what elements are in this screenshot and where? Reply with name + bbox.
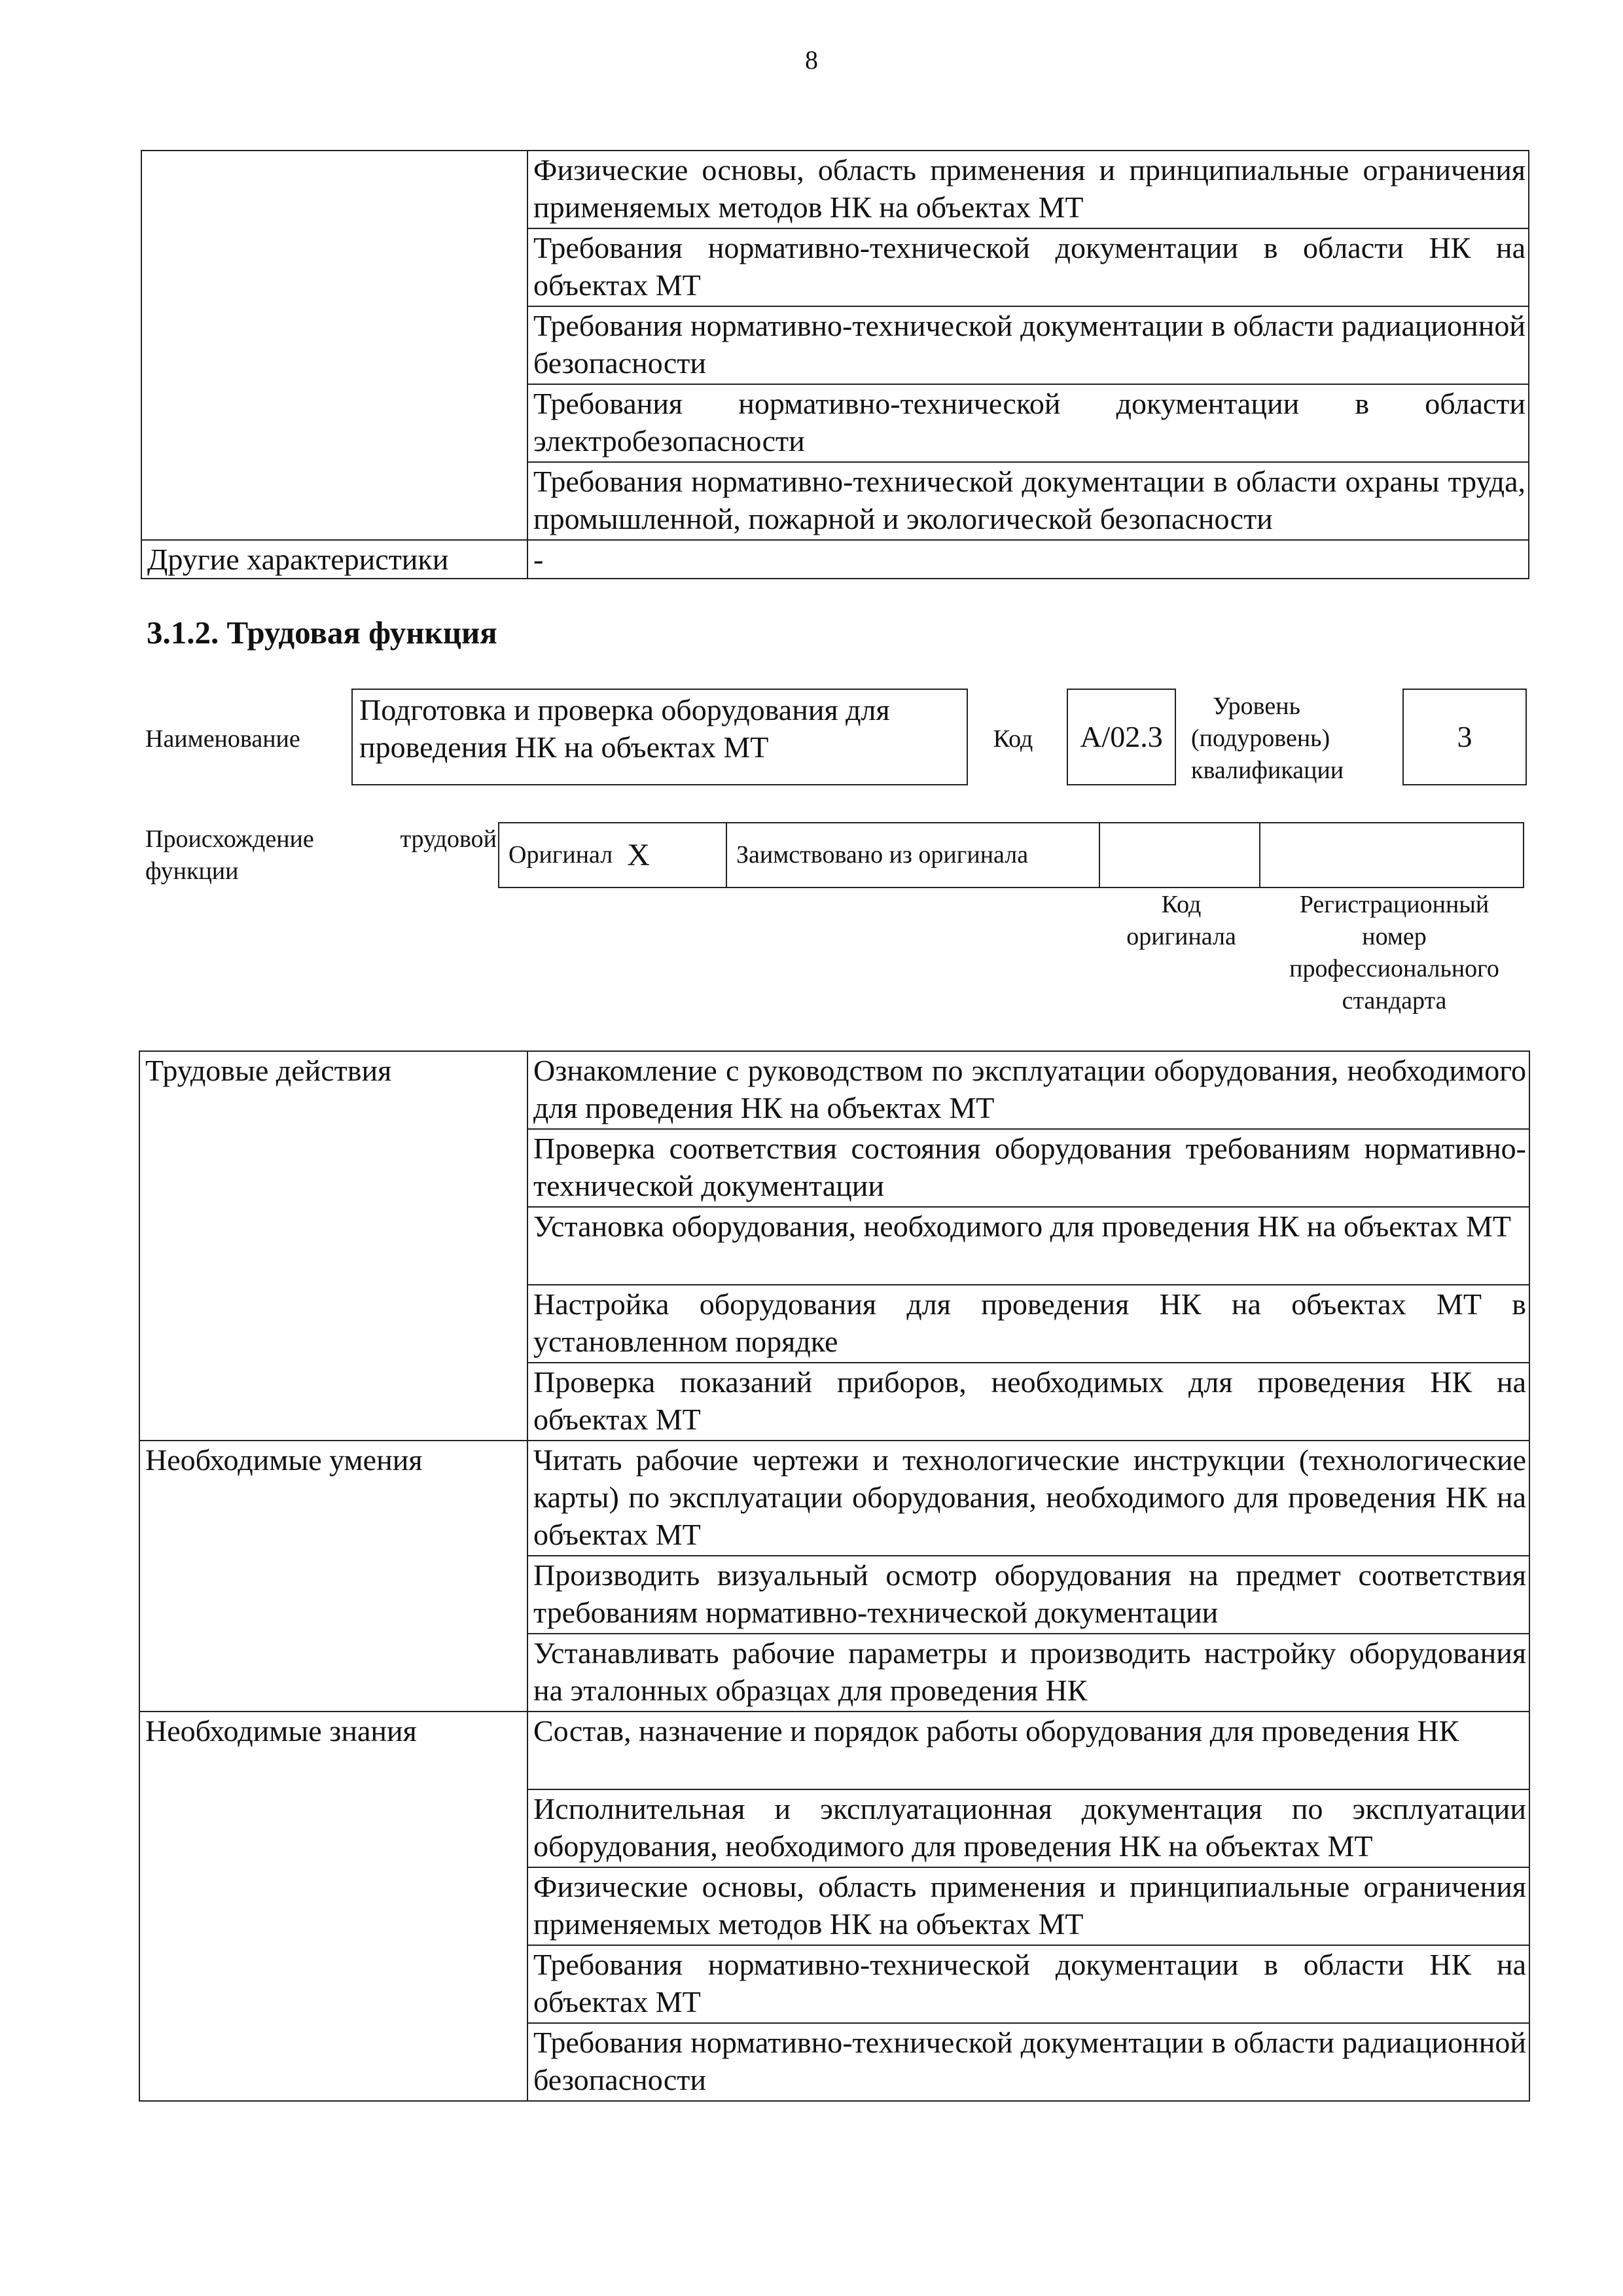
knowledge-item: Требования нормативно-технической документации в области НК на объектах МТ: [527, 228, 1529, 306]
caption-line: стандарта: [1342, 987, 1447, 1014]
original-code-caption: [1099, 889, 1263, 953]
name-label: Наименование: [145, 725, 300, 753]
origin-label-word: трудовой: [400, 825, 497, 853]
knowledge-item: Состав, назначение и порядок работы оборудования для проведения НК: [527, 1712, 1529, 1789]
knowledge-item: Требования нормативно-технической документации в области радиационной безопасности: [527, 306, 1529, 384]
origin-boxes: [499, 822, 1524, 888]
origin-label-word: Происхождение: [145, 825, 314, 853]
original-mark: X: [627, 838, 650, 872]
knowledge-item: Физические основы, область применения и принципиальные ограничения применяемых методов НК на объектах МТ: [527, 151, 1529, 228]
required-skills-label: Необходимые умения: [139, 1441, 527, 1712]
labor-action-item: Проверка соответствия состояния оборудования требованиям нормативно-технической документации: [527, 1129, 1529, 1207]
skill-item: Читать рабочие чертежи и технологические инструкции (технологические карты) по эксплуатации оборудования, необходимого для проведения НК на объектах МТ: [527, 1441, 1529, 1556]
level-label-line: квалификации: [1191, 757, 1344, 784]
qualification-level-label: [1191, 691, 1344, 787]
function-code-value: А/02.3: [1080, 720, 1163, 753]
registration-number-cell: [1259, 822, 1524, 888]
knowledge-table-continued: [141, 150, 1529, 579]
empty-label-cell: [141, 151, 527, 540]
labor-action-item: Проверка показаний приборов, необходимых для проведения НК на объектах МТ: [527, 1363, 1529, 1441]
borrowed-label: Заимствовано из оригинала: [736, 841, 1029, 869]
knowledge-item: Требования нормативно-технической документации в области НК на объектах МТ: [527, 1945, 1529, 2023]
labor-function-table: [139, 1050, 1530, 2102]
section-heading: 3.1.2. Трудовая функция: [147, 615, 497, 651]
original-cell: [498, 822, 727, 888]
origin-label-word: функции: [145, 857, 239, 885]
registration-number-caption: [1262, 889, 1527, 1017]
skill-item: Устанавливать рабочие параметры и производить настройку оборудования на эталонных образцах для проведения НК: [527, 1634, 1529, 1712]
original-code-cell: [1099, 822, 1260, 888]
caption-line: профессионального: [1289, 955, 1499, 982]
labor-action-item: Установка оборудования, необходимого для проведения НК на объектах МТ: [527, 1207, 1529, 1285]
function-name-value: Подготовка и проверка оборудования для проведения НК на объектах МТ: [359, 693, 890, 764]
required-knowledge-label: Необходимые знания: [139, 1712, 527, 2101]
caption-line: оригинала: [1126, 923, 1236, 950]
knowledge-item: Исполнительная и эксплуатационная документация по эксплуатации оборудования, необходимого для проведения НК на объектах МТ: [527, 1789, 1529, 1867]
caption-line: Регистрационный: [1299, 891, 1489, 918]
caption-line: номер: [1362, 923, 1427, 950]
original-label: Оригинал: [508, 841, 613, 869]
borrowed-cell: [726, 822, 1100, 888]
labor-actions-label: Трудовые действия: [139, 1051, 527, 1441]
function-code-box: [1067, 689, 1176, 785]
level-label-line: (подуровень): [1191, 725, 1330, 752]
level-label-line: Уровень: [1213, 692, 1300, 720]
knowledge-item: Требования нормативно-технической документации в области охраны труда, промышленной, пожарной и экологической безопасности: [527, 462, 1529, 540]
skill-item: Производить визуальный осмотр оборудования на предмет соответствия требованиям нормативно-технической документации: [527, 1556, 1529, 1634]
labor-action-item: Ознакомление с руководством по эксплуатации оборудования, необходимого для проведения НК на объектах МТ: [527, 1051, 1529, 1129]
qualification-level-value: 3: [1457, 720, 1472, 753]
function-name-box: [351, 689, 968, 785]
knowledge-item: Требования нормативно-технической документации в области электробезопасности: [527, 384, 1529, 462]
code-label: Код: [993, 725, 1033, 753]
other-characteristics-value: -: [527, 540, 1529, 579]
other-characteristics-label: Другие характеристики: [141, 540, 527, 579]
caption-line: Код: [1161, 891, 1202, 918]
knowledge-item: Физические основы, область применения и принципиальные ограничения применяемых методов НК на объектах МТ: [527, 1867, 1529, 1945]
origin-label: [145, 823, 497, 888]
labor-action-item: Настройка оборудования для проведения НК на объектах МТ в установленном порядке: [527, 1285, 1529, 1363]
page-number: 8: [805, 45, 818, 75]
knowledge-item: Требования нормативно-технической документации в области радиационной безопасности: [527, 2023, 1529, 2101]
qualification-level-box: [1402, 689, 1527, 785]
